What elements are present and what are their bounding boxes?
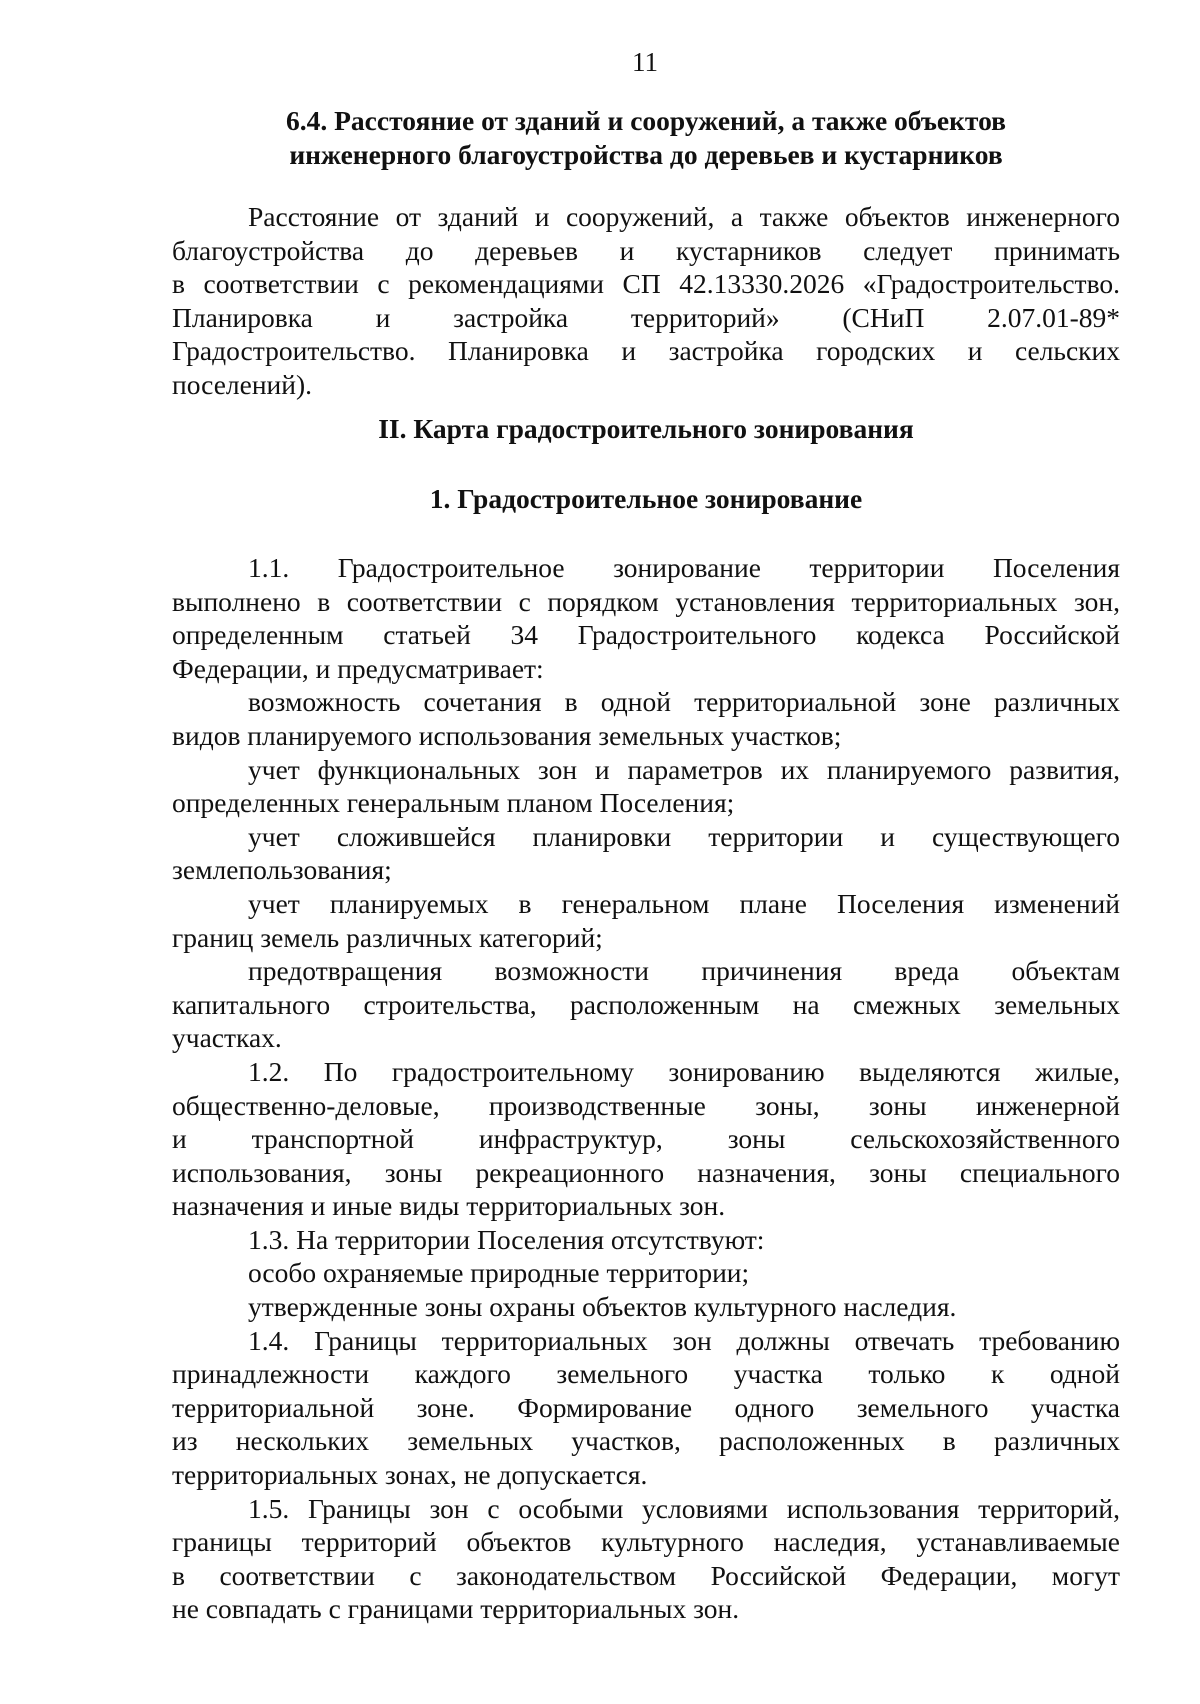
text-line: предотвращения возможности причинения вреда объектам — [248, 955, 1120, 987]
text-line: 1.3. На территории Поселения отсутствуют: — [248, 1223, 765, 1255]
text-line: общественно-деловые, производственные зоны, зоны инженерной — [172, 1089, 1120, 1121]
text-line: принадлежности каждого земельного участка только к одной — [172, 1358, 1120, 1390]
text-line: Планировка и застройка территорий» (СНиП 2.07.01-89* — [172, 301, 1120, 333]
text-line: капитального строительства, расположенным на смежных земельных — [172, 988, 1120, 1020]
text-line: границы территорий объектов культурного наследия, устанавливаемые — [172, 1526, 1120, 1558]
text-line: назначения и иные виды территориальных зон. — [172, 1190, 726, 1222]
text-line: видов планируемого использования земельных участков; — [172, 719, 842, 751]
text-line: благоустройства до деревьев и кустарников следует принимать — [172, 234, 1120, 266]
text-line: использования, зоны рекреационного назначения, зоны специального — [172, 1156, 1120, 1188]
text-line: в соответствии с законодательством Российской Федерации, могут — [172, 1559, 1120, 1591]
text-line: не совпадать с границами территориальных зон. — [172, 1593, 740, 1625]
text-line: территориальных зонах, не допускается. — [172, 1459, 648, 1491]
section-6-4-title — [172, 104, 1120, 171]
text-line: утвержденные зоны охраны объектов культурного наследия. — [248, 1291, 957, 1323]
text-line: землепользования; — [172, 854, 392, 886]
text-line: определенным статьей 34 Градостроительного кодекса Российской — [172, 619, 1120, 651]
section-6-4-paragraph — [172, 200, 1120, 402]
text-line: 1.5. Границы зон с особыми условиями использования территорий, — [248, 1492, 1120, 1524]
text-line: учет функциональных зон и параметров их планируемого развития, — [248, 753, 1120, 785]
text-line: особо охраняемые природные территории; — [248, 1257, 750, 1289]
section-1-body — [172, 551, 1120, 1626]
text-line: 1.4. Границы территориальных зон должны отвечать требованию — [248, 1324, 1120, 1356]
text-line: территориальной зоне. Формирование одного земельного участка — [172, 1391, 1120, 1423]
section-6-4-title-line: инженерного благоустройства до деревьев и кустарников — [289, 138, 1003, 170]
section-ii-title: II. Карта градостроительного зонирования — [378, 413, 914, 444]
text-line: границ земель различных категорий; — [172, 921, 603, 953]
text-line: поселений). — [172, 368, 313, 400]
text-line: Федерации, и предусматривает: — [172, 652, 544, 684]
text-line: Градостроительство. Планировка и застройка городских и сельских — [172, 335, 1120, 367]
text-line: определенных генеральным планом Поселения; — [172, 787, 735, 819]
text-line: 1.1. Градостроительное зонирование территории Поселения — [248, 552, 1120, 583]
section-6-4-title-line: 6.4. Расстояние от зданий и сооружений, а также объектов — [286, 105, 1006, 136]
text-line: выполнено в соответствии с порядком установления территориальных зон, — [172, 585, 1120, 617]
page-number: 11 — [632, 47, 658, 77]
text-line: и транспортной инфраструктур, зоны сельскохозяйственного — [172, 1123, 1120, 1155]
text-line: Расстояние от зданий и сооружений, а также объектов инженерного — [248, 201, 1120, 232]
text-line: учет планируемых в генеральном плане Поселения изменений — [248, 887, 1120, 919]
text-line: учет сложившейся планировки территории и существующего — [248, 820, 1120, 852]
text-line: 1.2. По градостроительному зонированию выделяются жилые, — [248, 1055, 1120, 1087]
section-1-title: 1. Градостроительное зонирование — [429, 483, 863, 514]
text-line: из нескольких земельных участков, расположенных в различных — [172, 1425, 1120, 1457]
text-line: участках. — [172, 1022, 282, 1054]
text-line: в соответствии с рекомендациями СП 42.13330.2026 «Градостроительство. — [172, 268, 1120, 300]
text-line: возможность сочетания в одной территориальной зоне различных — [248, 686, 1120, 718]
